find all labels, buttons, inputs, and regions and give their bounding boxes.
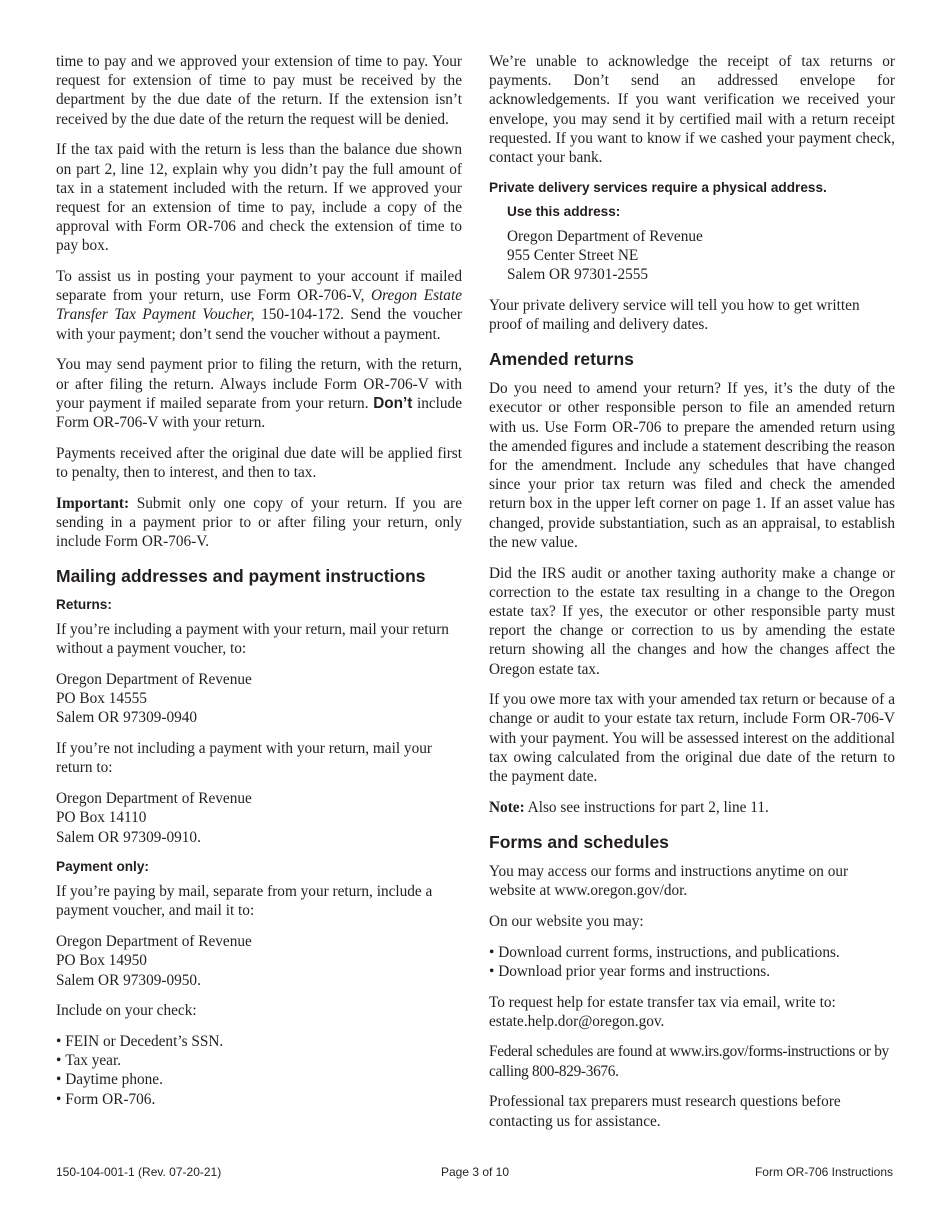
posting-paragraph [56, 267, 462, 344]
physical-address-block [489, 203, 895, 285]
list-item: • Daytime phone. [56, 1070, 462, 1089]
address-line: Salem OR 97301-2555 [507, 266, 649, 284]
check-intro: Include on your check: [56, 1002, 197, 1020]
important-label: Important: [56, 494, 130, 512]
address-line: PO Box 14555 [56, 690, 147, 708]
website-list [489, 943, 895, 981]
late-payment-paragraph: Payments received after the original due date will be applied first to penalty, then to interest, and then to tax. [56, 444, 462, 481]
list-item: • Form OR-706. [56, 1090, 462, 1109]
emphasis: Don’t [373, 394, 413, 412]
address-payment-only [56, 932, 462, 990]
right-column [489, 52, 895, 1142]
address-line: PO Box 14110 [56, 809, 147, 827]
footer-form-number: 150-104-001-1 (Rev. 07-20-21) [56, 1165, 222, 1179]
use-address-heading: Use this address: [507, 203, 621, 219]
address-line: 955 Center Street NE [507, 246, 639, 264]
voucher-title: Oregon Estate Transfer Tax Payment Voucher, [56, 287, 462, 324]
forms-paragraph-5: Professional tax preparers must research questions before contacting us for assistance. [489, 1093, 841, 1130]
list-item: • Download current forms, instructions, and publications. [489, 943, 895, 962]
send-payment-paragraph [56, 355, 462, 432]
address-line: Salem OR 97309-0910. [56, 828, 201, 846]
amended-heading: Amended returns [489, 349, 634, 370]
returns-heading: Returns: [56, 597, 112, 613]
amended-paragraph-3: If you owe more tax with your amended tax return or because of a change or audit to your estate tax return, include Form OR-706-V with your payment. You will be assessed interest on the additional tax owing calculated from the original due date of the return to the payment date. [489, 691, 895, 786]
address-line: Oregon Department of Revenue [56, 671, 252, 689]
note-paragraph [489, 798, 895, 817]
address-returns-with-payment [56, 670, 462, 728]
extension-paragraph: time to pay and we approved your extension of time to pay. Your request for extension of time to pay must be received by the department by the due date of the return. If the extension isn’t received by the due date of the return the request will be denied. [56, 53, 462, 128]
text-span: include Form OR-706-V with your return. [56, 394, 462, 431]
forms-heading: Forms and schedules [489, 832, 669, 852]
address-line: Oregon Department of Revenue [56, 790, 252, 808]
forms-paragraph-1: You may access our forms and instructions anytime on our website at www.oregon.gov/dor. [489, 863, 849, 900]
address-physical [507, 227, 895, 285]
payment-only-text: If you’re paying by mail, separate from your return, include a payment voucher, and mail it to: [56, 883, 433, 920]
footer-title: Form OR-706 Instructions [754, 1165, 893, 1179]
list-item: • Tax year. [56, 1051, 462, 1070]
address-line: Salem OR 97309-0950. [56, 971, 201, 989]
text-span: Submit only one copy of your return. If you are sending in a payment prior to or after filing your return, only include Form OR-706-V. [56, 494, 462, 550]
forms-paragraph-4: Federal schedules are found at www.irs.gov/forms-instructions or by calling 800-829-3676. [489, 1043, 889, 1080]
list-item: • FEIN or Decedent’s SSN. [56, 1032, 462, 1051]
amended-paragraph-2: Did the IRS audit or another taxing authority make a change or correction to the estate tax resulting in a change to the Oregon estate tax? If yes, the executor or other responsible party must report the change or correction to us by amending the estate return showing all the changes and how the changes affect the Oregon estate tax. [489, 564, 895, 678]
forms-paragraph-3: To request help for estate transfer tax via email, write to: estate.help.dor@oregon.gov. [489, 993, 836, 1030]
returns-with-payment: If you’re including a payment with your return, mail your return without a payment voucher, to: [56, 621, 449, 658]
acknowledge-paragraph: We’re unable to acknowledge the receipt of tax returns or payments. Don’t send an addressed envelope for acknowledgements. If you want verification we received your envelope, you may send it by certified mail with a return receipt requested. If you want to know if we cashed your payment check, contact your bank. [489, 53, 895, 167]
important-paragraph [56, 494, 462, 552]
left-column [56, 52, 462, 1120]
tax-paid-paragraph: If the tax paid with the return is less than the balance due shown on part 2, line 12, explain why you didn’t pay the full amount of tax in a statement included with the return. If we approved your request for an extension of time to pay, include a copy of the approval with Form OR-706 and check the extension of time to pay box. [56, 141, 462, 255]
private-proof-paragraph: Your private delivery service will tell you how to get written proof of mailing and delivery dates. [489, 296, 860, 334]
check-list [56, 1032, 462, 1109]
text-span: To assist us in posting your payment to your account if mailed separate from your return, use Form OR-706-V, [56, 268, 462, 305]
address-line: Oregon Department of Revenue [507, 227, 703, 245]
mailing-heading: Mailing addresses and payment instructions [56, 566, 426, 587]
text-span: 150-104-172. Send the voucher with your payment; don’t send the voucher without a payment. [56, 306, 462, 343]
text-span: Also see instructions for part 2, line 11. [524, 798, 769, 816]
address-line: Salem OR 97309-0940 [56, 709, 198, 727]
list-item: • Download prior year forms and instructions. [489, 962, 895, 981]
address-returns-no-payment [56, 789, 462, 847]
address-line: Oregon Department of Revenue [56, 933, 252, 951]
address-line: PO Box 14950 [56, 952, 147, 970]
returns-no-payment: If you’re not including a payment with your return, mail your return to: [56, 740, 432, 777]
private-delivery-heading: Private delivery services require a physical address. [489, 179, 827, 195]
amended-paragraph-1: Do you need to amend your return? If yes, it’s the duty of the executor or other responsible person to file an amended return with us. Use Form OR-706 to prepare the amended return using the amended figures and include a statement describing the reason for the amendment. Include any schedules that have changed since your prior tax return was filed and check the amended return box in the upper left corner on page 1. If an asset value has changed, provide substantiation, such as an appraisal, to establish the new value. [489, 380, 895, 551]
note-label: Note: [489, 798, 525, 816]
forms-paragraph-2: On our website you may: [489, 912, 644, 930]
payment-only-heading: Payment only: [56, 859, 149, 875]
text-span: You may send payment prior to filing the return, with the return, or after filing the return. Always include Form OR-706-V with your payment if mailed separate from your return. [56, 356, 462, 412]
footer-page-number: Page 3 of 10 [440, 1165, 510, 1179]
